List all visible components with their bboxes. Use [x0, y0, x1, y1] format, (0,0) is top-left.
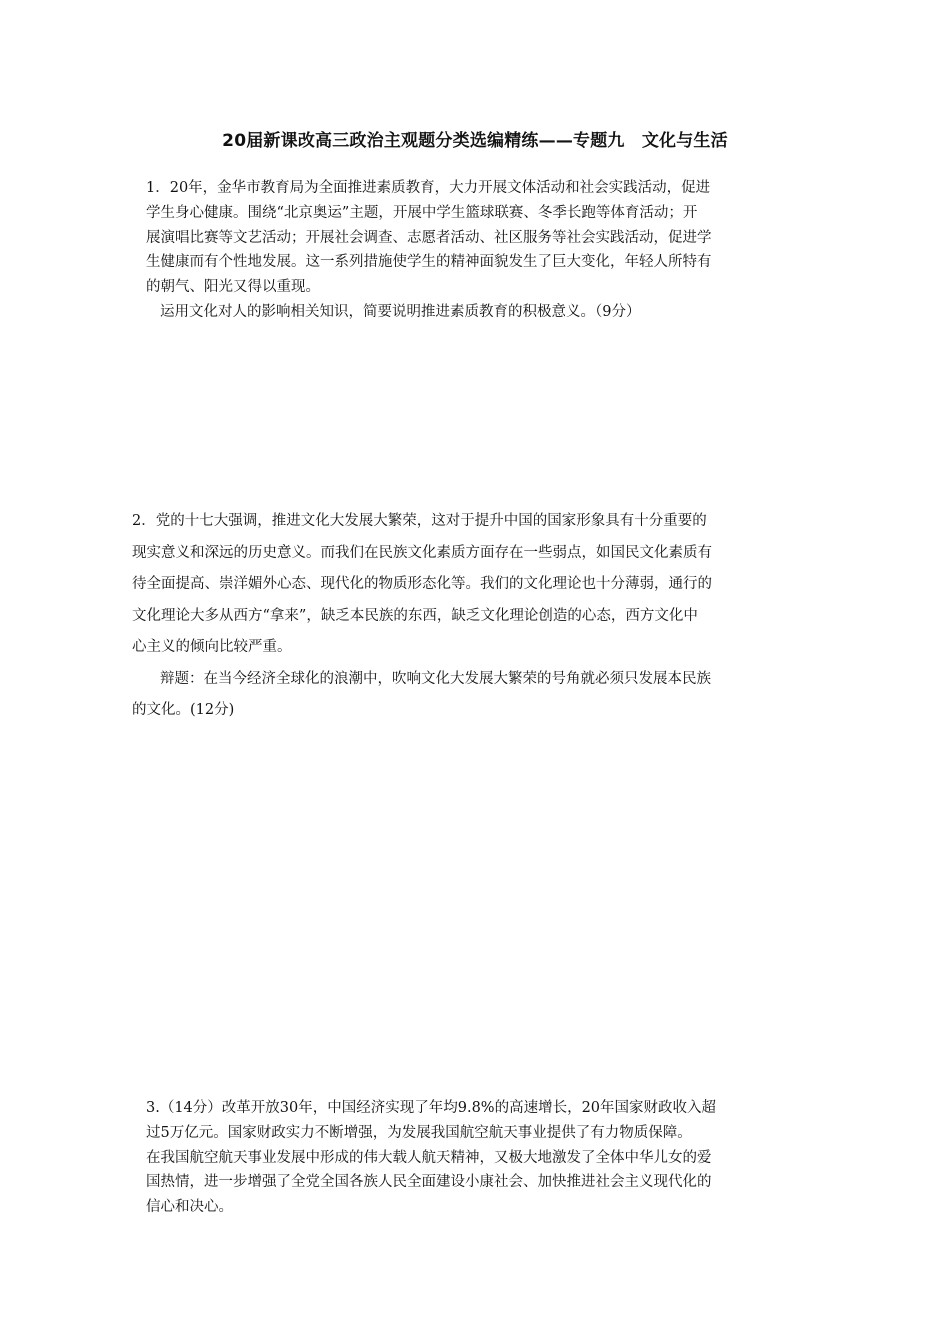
question-3-line: 在我国航空航天事业发展中形成的伟大载人航天精神，又极大地激发了全体中华儿女的爱 [146, 1149, 712, 1166]
question-2-prompt: 辩题：在当今经济全球化的浪潮中，吹响文化大发展大繁荣的号角就必须只发展本民族 [160, 670, 711, 687]
question-3 [146, 1096, 806, 1220]
question-1-line: 展演唱比赛等文艺活动；开展社会调查、志愿者活动、社区服务等社会实践活动，促进学 [146, 229, 712, 246]
question-1-line: 的朝气、阳光又得以重现。 [146, 279, 320, 296]
question-1-prompt: 运用文化对人的影响相关知识，简要说明推进素质教育的积极意义。（9分） [160, 303, 641, 320]
question-2-line: 待全面提高、崇洋媚外心态、现代化的物质形态化等。我们的文化理论也十分薄弱，通行的 [132, 576, 712, 592]
question-1-line: 生健康而有个性地发展。这一系列措施使学生的精神面貌发生了巨大变化，年轻人所特有 [146, 254, 712, 271]
question-2-line: 心主义的倾向比较严重。 [132, 639, 292, 655]
question-3-line: 国热情，进一步增强了全党全国各族人民全面建设小康社会、加快推进社会主义现代化的 [146, 1174, 712, 1191]
page-title: 20届新课改高三政治主观题分类选编精练——专题九 文化与生活 [222, 131, 728, 151]
question-3-line: 信心和决心。 [146, 1199, 233, 1216]
question-3-line: 3.（14分）改革开放30年，中国经济实现了年均9.8%的高速增长，20年国家财政收入超 [146, 1100, 717, 1116]
question-2-prompt: 的文化。(12分) [132, 702, 235, 718]
question-1-line: 学生身心健康。围绕“北京奥运”主题，开展中学生篮球联赛、冬季长跑等体育活动；开 [146, 204, 698, 221]
question-3-line: 过5万亿元。国家财政实力不断增强，为发展我国航空航天事业提供了有力物质保障。 [146, 1124, 692, 1141]
question-2-line: 文化理论大多从西方“拿来”，缺乏本民族的东西，缺乏文化理论创造的心态，西方文化中 [132, 607, 698, 624]
question-1 [146, 176, 806, 325]
question-1-line: 1．20年，金华市教育局为全面推进素质教育，大力开展文体活动和社会实践活动，促进 [146, 180, 711, 196]
question-2-line: 现实意义和深远的历史意义。而我们在民族文化素质方面存在一些弱点，如国民文化素质有 [132, 544, 712, 561]
question-2 [132, 506, 806, 727]
question-2-line: 2．党的十七大强调，推进文化大发展大繁荣，这对于提升中国的国家形象具有十分重要的 [132, 513, 707, 529]
